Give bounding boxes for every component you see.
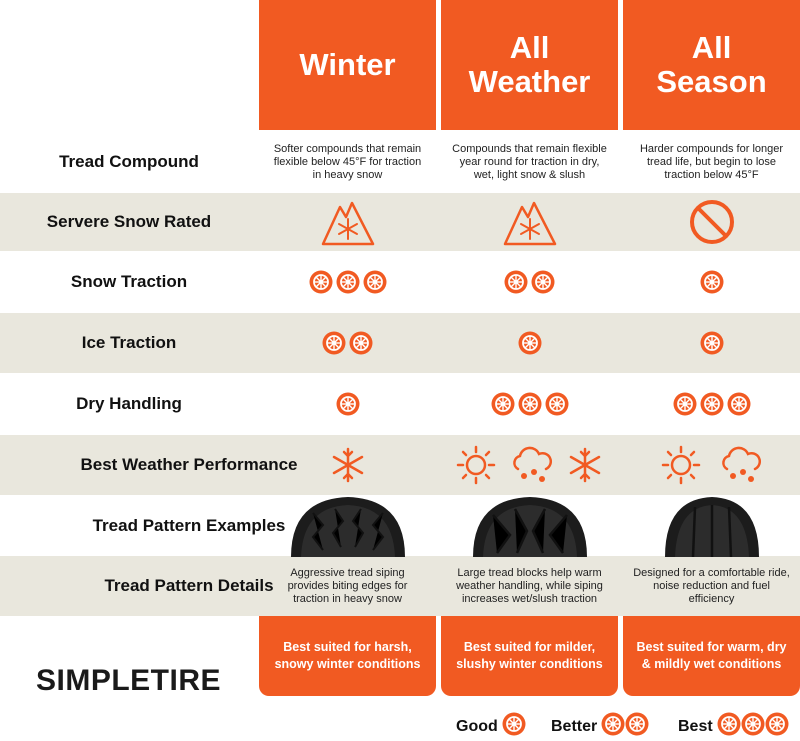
row-label-tread-examples: Tread Pattern Examples xyxy=(92,516,286,535)
snow-traction-winter xyxy=(259,252,436,312)
tread-compound-all-season xyxy=(623,132,800,192)
snowflake-icon xyxy=(329,446,367,484)
footer-winter: Best suited for harsh, snowy winter conditions xyxy=(259,616,436,696)
tire-rating-icon xyxy=(545,392,569,416)
legend-rating xyxy=(601,712,649,741)
row-label-best-weather: Best Weather Performance xyxy=(80,455,298,474)
tire-rating-icon xyxy=(502,712,526,736)
column-header-all-weather: All Weather xyxy=(441,0,618,130)
tire-rating-icon xyxy=(309,270,333,294)
row-label-ice-traction: Ice Traction xyxy=(81,333,177,352)
legend-rating xyxy=(502,712,526,741)
snow-traction-all-season xyxy=(623,252,800,312)
dry-handling-winter xyxy=(259,374,436,434)
rain-cloud-icon xyxy=(508,445,554,485)
tread-details-text: Designed for a comfortable ride, noise reduction and fuel efficiency xyxy=(633,566,790,605)
mountain-snowflake-icon xyxy=(502,197,558,247)
tread-example-all-season xyxy=(623,496,800,556)
row-label-tread-details: Tread Pattern Details xyxy=(104,576,274,595)
legend-good xyxy=(456,712,526,741)
tire-rating-icon xyxy=(336,392,360,416)
tire-rating-icon xyxy=(765,712,789,736)
tire-rating-icon xyxy=(601,712,625,736)
all-weather-tire-image xyxy=(465,495,595,557)
tire-rating-icon xyxy=(625,712,649,736)
tire-rating-icon xyxy=(741,712,765,736)
sun-icon xyxy=(456,445,496,485)
legend-label: Better xyxy=(551,717,598,735)
simpletire-logo: SIMPLETIRE xyxy=(36,664,222,697)
ice-traction-all-weather xyxy=(441,313,618,373)
tread-example-winter xyxy=(259,496,436,556)
tire-rating-icon xyxy=(700,331,724,355)
tire-rating-icon xyxy=(363,270,387,294)
tread-compound-text: Compounds that remain flexible year round for traction in dry, wet, light snow & slush xyxy=(452,142,607,181)
best-weather-all-season xyxy=(623,435,800,495)
legend-rating xyxy=(717,712,789,741)
rain-cloud-icon xyxy=(717,445,763,485)
ice-traction-winter xyxy=(259,313,436,373)
row-label-tread-compound: Tread Compound xyxy=(59,152,199,171)
tread-details-all-weather xyxy=(441,556,618,616)
tread-compound-winter xyxy=(259,132,436,192)
tire-rating-icon xyxy=(518,392,542,416)
tire-rating-icon xyxy=(673,392,697,416)
prohibited-icon xyxy=(689,199,735,245)
legend-best xyxy=(678,712,789,741)
tire-rating-icon xyxy=(491,392,515,416)
all-season-tire-image xyxy=(657,495,767,557)
severe-snow-all-season xyxy=(623,193,800,251)
tire-rating-icon xyxy=(518,331,542,355)
tread-details-text: Aggressive tread siping provides biting edges for traction in heavy snow xyxy=(287,566,408,605)
tire-rating-icon xyxy=(700,392,724,416)
legend-label: Best xyxy=(678,717,713,735)
dry-handling-all-weather xyxy=(441,374,618,434)
snowflake-icon xyxy=(566,446,604,484)
legend-label: Good xyxy=(456,717,498,735)
best-weather-all-weather xyxy=(441,435,618,495)
footer-all-season: Best suited for warm, dry & mildly wet conditions xyxy=(623,616,800,696)
mountain-snowflake-icon xyxy=(320,197,376,247)
row-label-dry-handling: Dry Handling xyxy=(76,394,182,413)
tire-rating-icon xyxy=(531,270,555,294)
tire-rating-icon xyxy=(504,270,528,294)
column-header-all-season: All Season xyxy=(623,0,800,130)
dry-handling-all-season xyxy=(623,374,800,434)
tread-details-text: Large tread blocks help warm weather handling, while siping increases wet/slush traction xyxy=(456,566,603,605)
tread-details-winter xyxy=(259,556,436,616)
tread-compound-all-weather xyxy=(441,132,618,192)
snow-traction-all-weather xyxy=(441,252,618,312)
tire-rating-icon xyxy=(336,270,360,294)
tire-rating-icon xyxy=(322,331,346,355)
row-label-snow-traction: Snow Traction xyxy=(70,272,188,291)
severe-snow-all-weather xyxy=(441,193,618,251)
best-weather-winter xyxy=(259,435,436,495)
tread-compound-text: Harder compounds for longer tread life, but begin to lose traction below 45°F xyxy=(639,142,784,181)
tire-rating-icon xyxy=(717,712,741,736)
sun-icon xyxy=(661,445,701,485)
tread-details-all-season xyxy=(623,556,800,616)
ice-traction-all-season xyxy=(623,313,800,373)
tread-example-all-weather xyxy=(441,496,618,556)
row-label-severe-snow: Servere Snow Rated xyxy=(46,212,212,231)
tire-rating-icon xyxy=(700,270,724,294)
winter-tire-image xyxy=(283,495,413,557)
severe-snow-winter xyxy=(259,193,436,251)
column-header-winter: Winter xyxy=(259,0,436,130)
legend-better xyxy=(551,712,649,741)
footer-all-weather: Best suited for milder, slushy winter conditions xyxy=(441,616,618,696)
tread-compound-text: Softer compounds that remain flexible below 45°F for traction in heavy snow xyxy=(273,142,422,181)
tire-rating-icon xyxy=(727,392,751,416)
tire-rating-icon xyxy=(349,331,373,355)
